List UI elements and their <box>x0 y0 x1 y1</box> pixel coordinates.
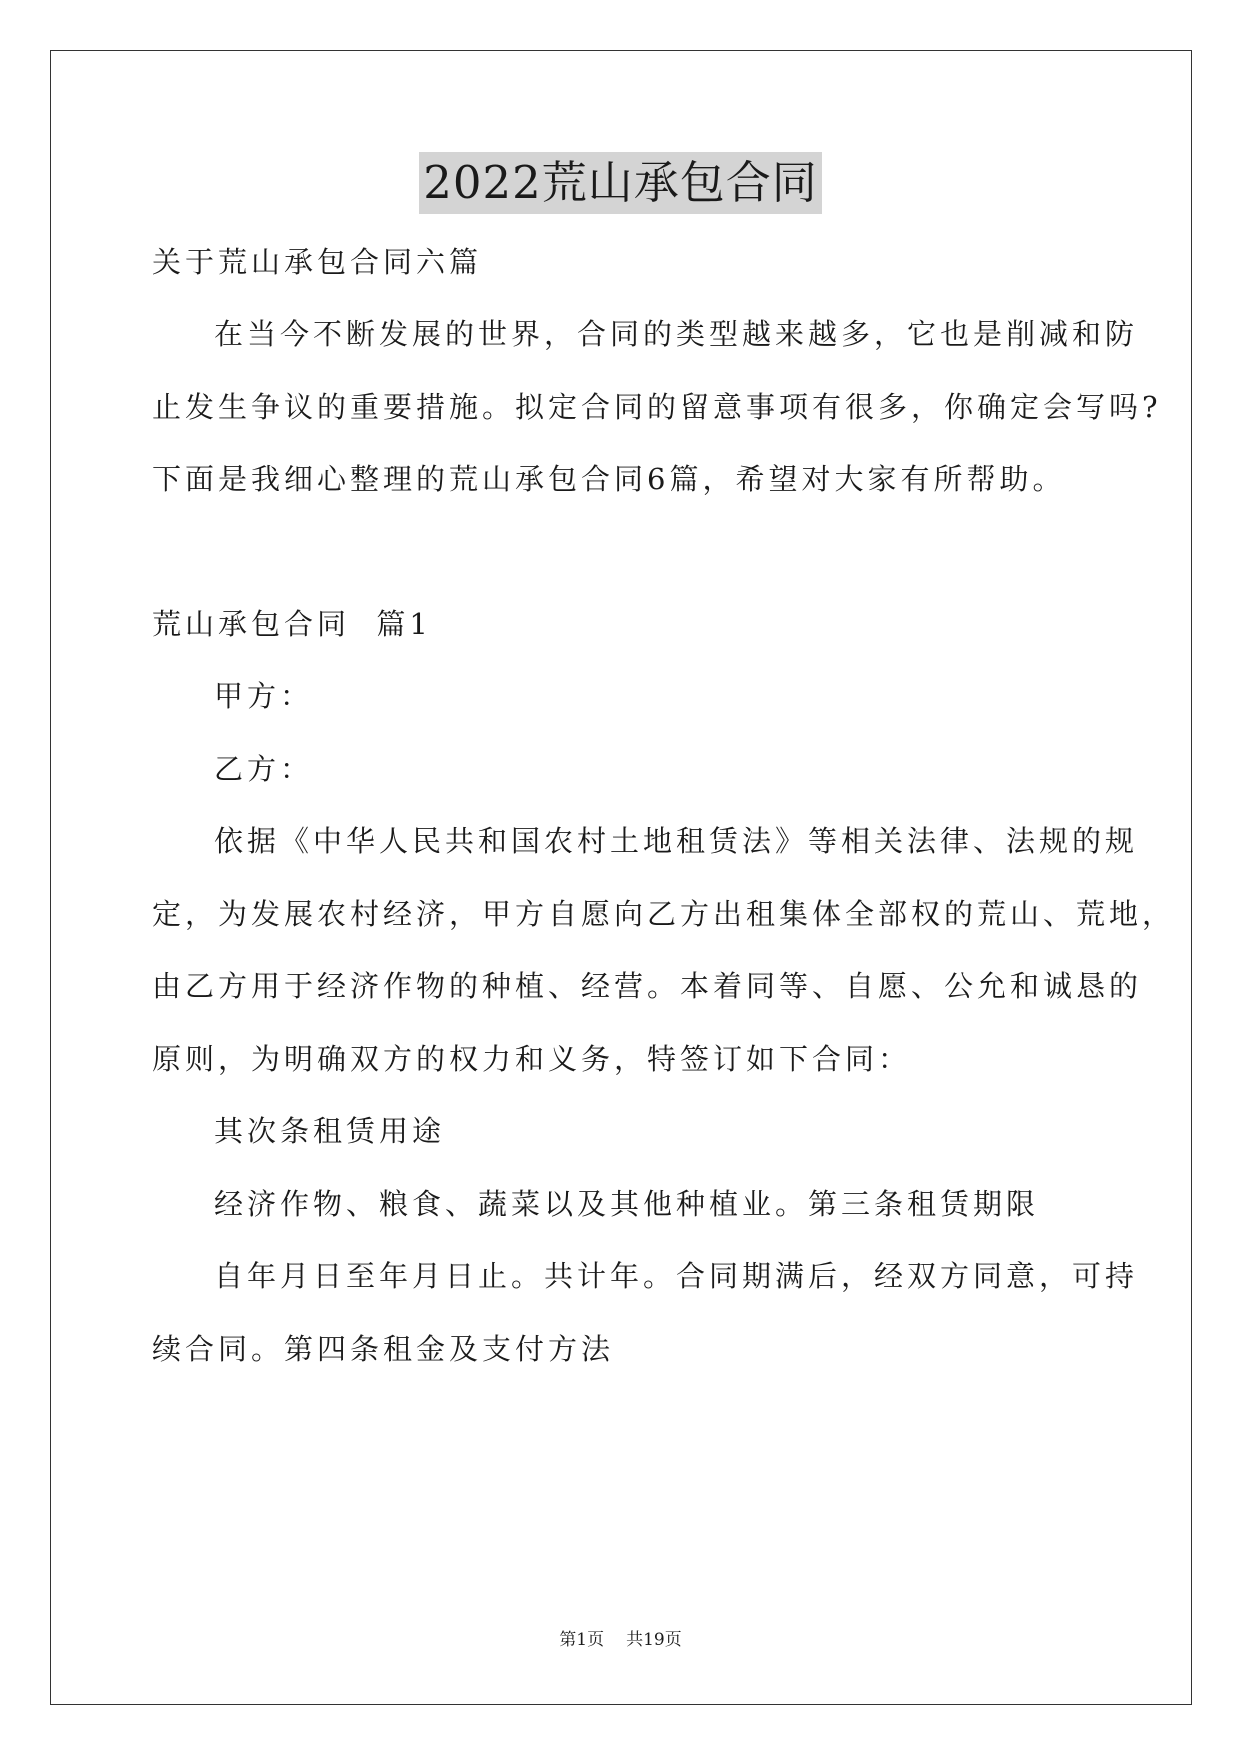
subtitle: 关于荒山承包合同六篇 <box>152 245 483 279</box>
article-2-body: 经济作物、粮食、蔬菜以及其他种植业。第三条租赁期限 <box>214 1187 1040 1221</box>
intro-line-2: 止发生争议的重要措施。拟定合同的留意事项有很多，你确定会写吗? <box>152 390 1162 424</box>
page-footer <box>0 1628 1241 1652</box>
basis-line-3: 由乙方用于经济作物的种植、经营。本着同等、自愿、公允和诚恳的 <box>152 969 1143 1003</box>
title-container <box>0 152 1241 214</box>
intro-line-3: 下面是我细心整理的荒山承包合同6篇，希望对大家有所帮助。 <box>152 462 1066 496</box>
basis-line-2: 定，为发展农村经济，甲方自愿向乙方出租集体全部权的荒山、荒地， <box>152 897 1176 931</box>
section-heading: 荒山承包合同 篇1 <box>152 607 432 641</box>
page-border <box>50 50 1192 1705</box>
article-3-line-1: 自年月日至年月日止。共计年。合同期满后，经双方同意，可持 <box>214 1259 1139 1293</box>
party-b-label: 乙方： <box>214 752 314 786</box>
article-2-heading: 其次条租赁用途 <box>214 1114 446 1148</box>
page-total: 共19页 <box>626 1630 682 1650</box>
page-number: 第1页 <box>559 1630 605 1650</box>
basis-line-4: 原则，为明确双方的权力和义务，特签订如下合同： <box>152 1042 912 1076</box>
article-3-line-2: 续合同。第四条租金及支付方法 <box>152 1332 615 1366</box>
intro-line-1: 在当今不断发展的世界，合同的类型越来越多，它也是削减和防 <box>214 317 1139 351</box>
party-a-label: 甲方： <box>214 679 314 713</box>
basis-line-1: 依据《中华人民共和国农村土地租赁法》等相关法律、法规的规 <box>214 824 1139 858</box>
document-title: 2022荒山承包合同 <box>419 152 822 214</box>
